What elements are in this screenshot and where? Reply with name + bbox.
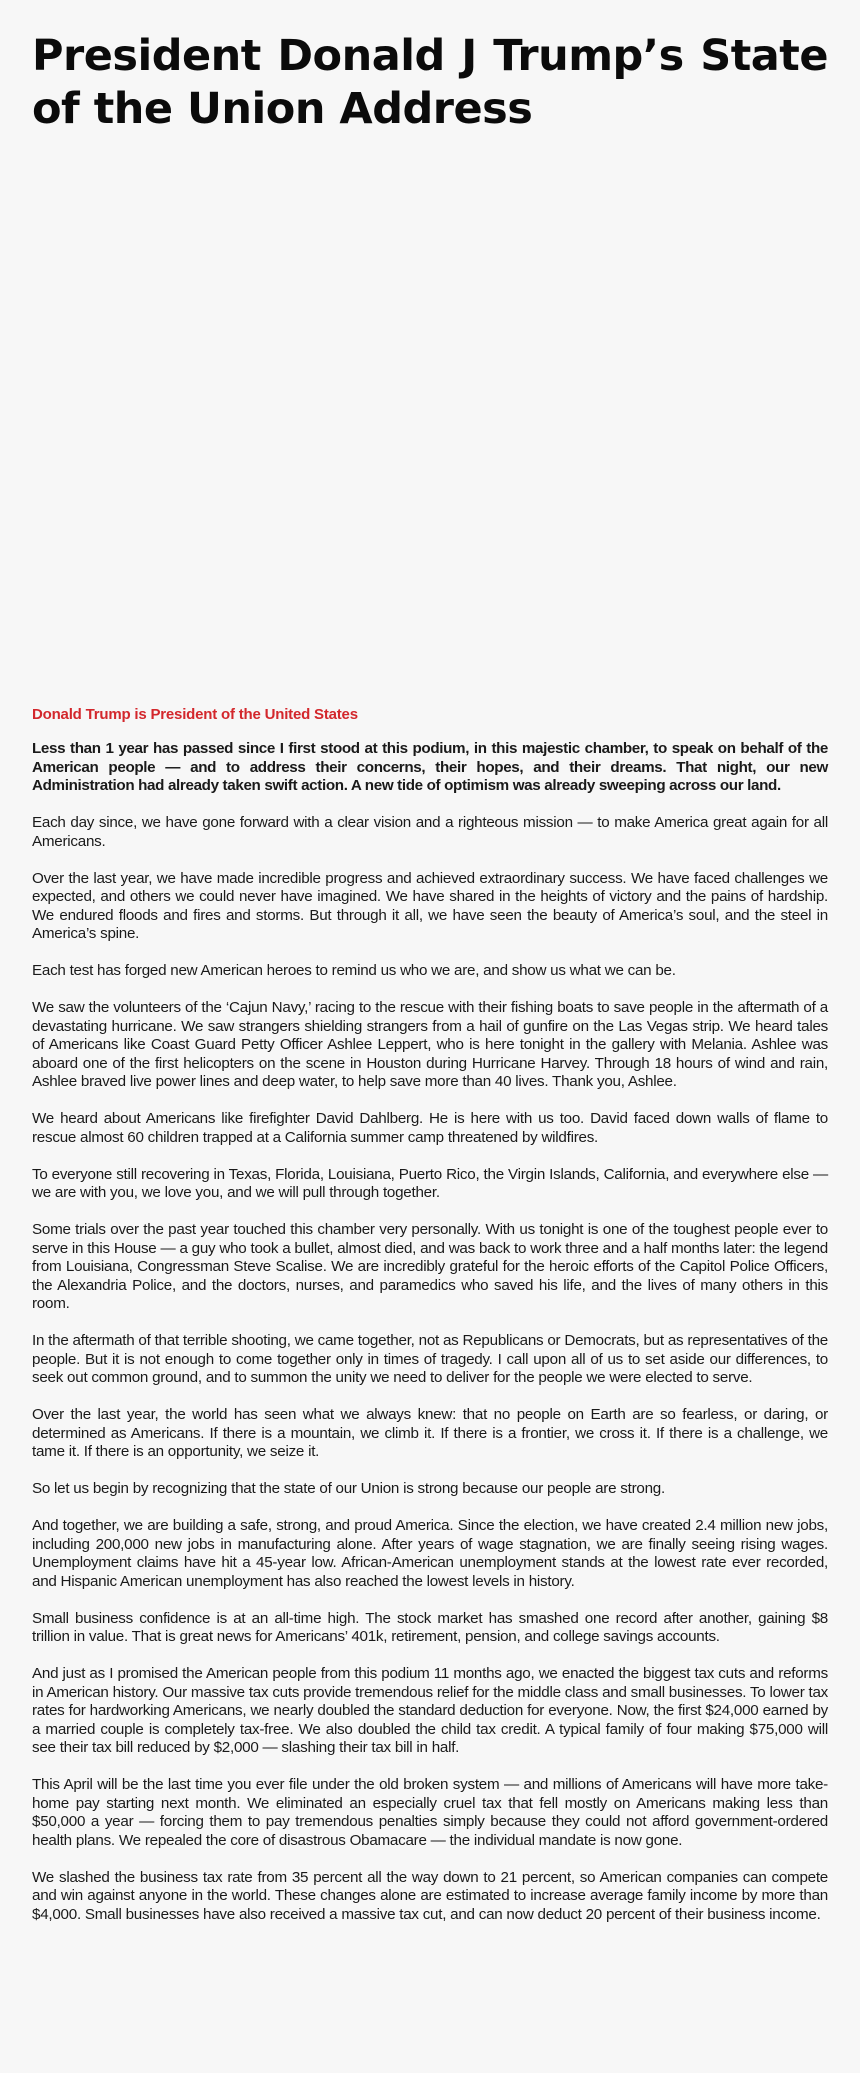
article-paragraph: Over the last year, the world has seen what we always knew: that no people on Earth are so fearless, or daring, or determined as Americans. If there is a mountain, we climb it. If there is a frontier, we cross it. If there is a challenge, we tame it. If there is an opportunity, we seize it.	[32, 1406, 828, 1460]
article-paragraph: We saw the volunteers of the ‘Cajun Navy,’ racing to the rescue with their fishing boats to save people in the aftermath of a devastating hurricane. We saw strangers shielding strangers from a hail of gunfire on the Las Vegas strip. We heard tales of Americans like Coast Guard Petty Officer Ashlee Leppert, who is here tonight in the gallery with Melania. Ashlee was aboard one of the first helicopters on the scene in Houston during Hurricane Harvey. Through 18 hours of wind and rain, Ashlee braved live power lines and deep water, to help save more than 40 lives. Thank you, Ashlee.	[32, 999, 828, 1090]
article-paragraph: In the aftermath of that terrible shooting, we came together, not as Republicans or Democrats, but as representatives of the people. But it is not enough to come together only in times of tragedy. I call upon all of us to set aside our differences, to seek out common ground, and to summon the unity we need to deliver for the people we were elected to serve.	[32, 1332, 828, 1386]
article-paragraph: And just as I promised the American people from this podium 11 months ago, we enacted the biggest tax cuts and reforms in American history. Our massive tax cuts provide tremendous relief for the middle class and small businesses. To lower tax rates for hardworking Americans, we nearly doubled the standard deduction for everyone. Now, the first $24,000 earned by a married couple is completely tax-free. We also doubled the child tax credit. A typical family of four making $75,000 will see their tax bill reduced by $2,000 — slashing their tax bill in half.	[32, 1665, 828, 1756]
article-paragraph: We heard about Americans like firefighter David Dahlberg. He is here with us too. David faced down walls of flame to rescue almost 60 children trapped at a California summer camp threatened by wildfires.	[32, 1110, 828, 1146]
article-paragraph: Some trials over the past year touched this chamber very personally. With us tonight is one of the toughest people ever to serve in this House — a guy who took a bullet, almost died, and was back to work three and a half months later: the legend from Louisiana, Congressman Steve Scalise. We are incredibly grateful for the heroic efforts of the Capitol Police Officers, the Alexandria Police, and the doctors, nurses, and paramedics who saved his life, and the lives of many others in this room.	[32, 1221, 828, 1312]
lead-paragraph: Less than 1 year has passed since I first stood at this podium, in this majestic chamber, to speak on behalf of the American people — and to address their concerns, their hopes, and their dreams. That night, our new Administration had already taken swift action. A new tide of optimism was already sweeping across our land.	[32, 740, 828, 794]
article-paragraph: Over the last year, we have made incredible progress and achieved extraordinary success. We have faced challenges we expected, and others we could never have imagined. We have shared in the heights of victory and the pains of hardship. We endured floods and fires and storms. But through it all, we have seen the beauty of America’s soul, and the steel in America’s spine.	[32, 869, 828, 942]
hero-image-area	[32, 136, 828, 706]
article-paragraph: So let us begin by recognizing that the state of our Union is strong because our people are strong.	[32, 1480, 665, 1497]
article-paragraph: Each test has forged new American heroes to remind us who we are, and show us what we can be.	[32, 962, 676, 979]
article-paragraph: This April will be the last time you ever file under the old broken system — and millions of Americans will have more take-home pay starting next month. We eliminated an especially cruel tax that fell mostly on Americans making less than $50,000 a year — forcing them to pay tremendous penalties simply because they could not afford government-ordered health plans. We repealed the core of disastrous Obamacare — the individual mandate is now gone.	[32, 1776, 828, 1849]
article-paragraph: To everyone still recovering in Texas, Florida, Louisiana, Puerto Rico, the Virgin Islands, California, and everywhere else — we are with you, we love you, and we will pull through together.	[32, 1165, 828, 1201]
article-paragraph: Small business confidence is at an all-time high. The stock market has smashed one record after another, gaining $8 trillion in value. That is great news for Americans’ 401k, retirement, pension, and college savings accounts.	[32, 1609, 828, 1645]
article-body	[32, 706, 828, 1924]
article-paragraph: We slashed the business tax rate from 35 percent all the way down to 21 percent, so American companies can compete and win against anyone in the world. These changes alone are estimated to increase average family income by more than $4,000. Small businesses have also received a massive tax cut, and can now deduct 20 percent of their business income.	[32, 1868, 828, 1923]
author-byline: Donald Trump is President of the United States	[32, 706, 358, 723]
page-title: President Donald J Trump’s State of the Union Address	[32, 31, 828, 134]
article-paragraph: Each day since, we have gone forward with a clear vision and a righteous mission — to make America great again for all Americans.	[32, 814, 828, 850]
article-paragraph: And together, we are building a safe, strong, and proud America. Since the election, we have created 2.4 million new jobs, including 200,000 new jobs in manufacturing alone. After years of wage stagnation, we are finally seeing rising wages. Unemployment claims have hit a 45-year low. African-American unemployment stands at the lowest rate ever recorded, and Hispanic American unemployment has also reached the lowest levels in history.	[32, 1517, 828, 1590]
